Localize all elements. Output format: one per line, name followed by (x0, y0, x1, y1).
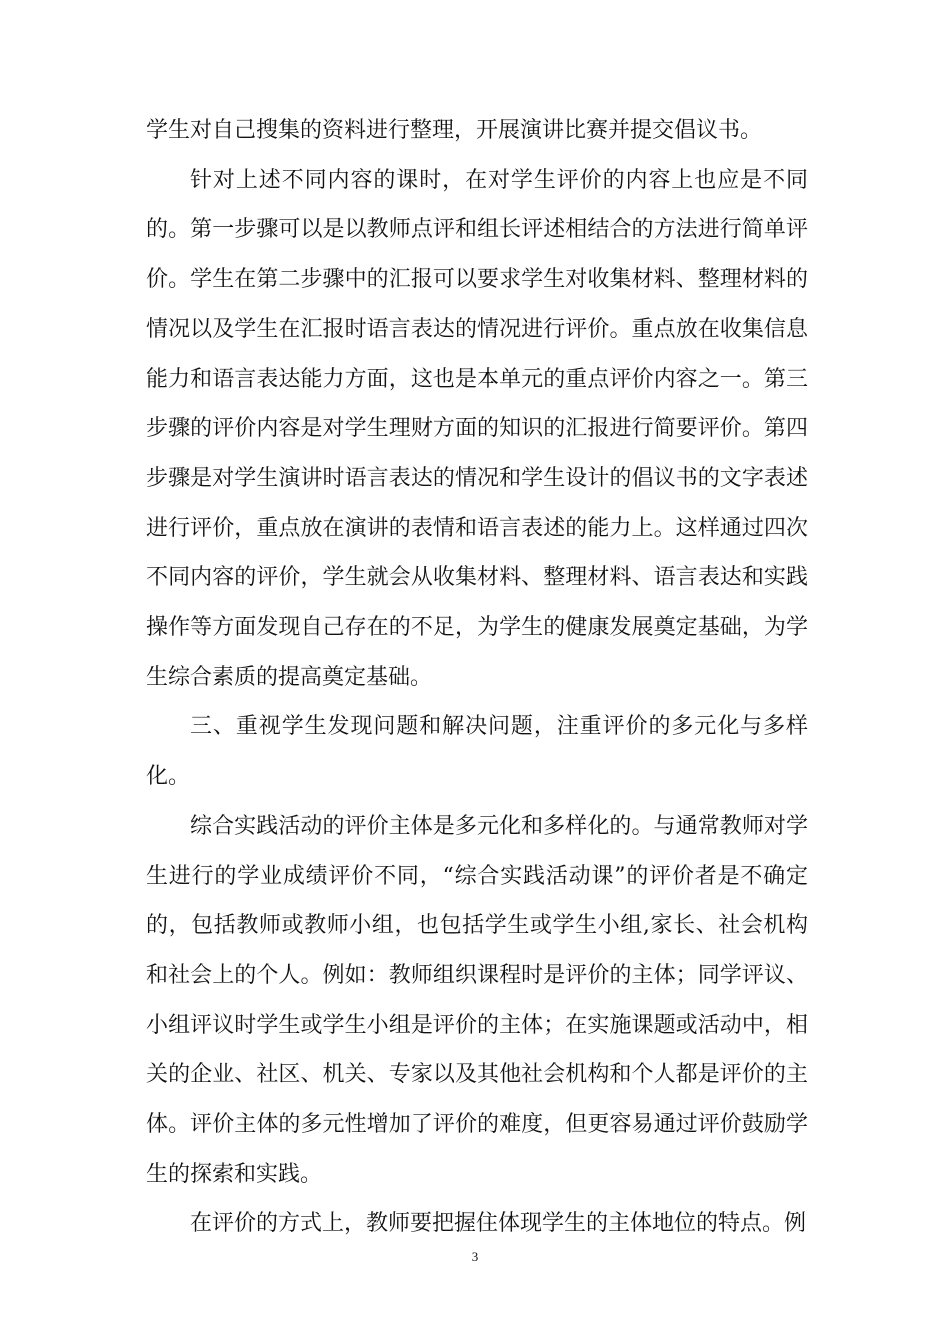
paragraph-continuation: 学生对自己搜集的资料进行整理，开展演讲比赛并提交倡议书。 (146, 118, 763, 143)
document-body (146, 106, 808, 1249)
paragraph-evaluation-methods: 在评价的方式上，教师要把握住体现学生的主体地位的特点。例 (190, 1211, 807, 1237)
paragraph-evaluation-content: 针对上述不同内容的课时，在对学生评价的内容上也应是不同的。第一步骤可以是以教师点评和组长评述相结合的方法进行简单评价。学生在第二步骤中的汇报可以要求学生对收集材料、整理材料的情况以及学生在汇报时语言表达的情况进行评价。重点放在收集信息能力和语言表达能力方面，这也是本单元的重点评价内容之一。第三步骤的评价内容是对学生理财方面的知识的汇报进行简要评价。第四步骤是对学生演讲时语言表达的情况和学生设计的倡议书的文字表述进行评价，重点放在演讲的表情和语言表述的能力上。这样通过四次不同内容的评价，学生就会从收集材料、整理材料、语言表达和实践操作等方面发现自己存在的不足，为学生的健康发展奠定基础，为学生综合素质的提高奠定基础。 (146, 167, 808, 690)
paragraph-evaluation-subjects: 综合实践活动的评价主体是多元化和多样化的。与通常教师对学生进行的学业成绩评价不同，“综合实践活动课”的评价者是不确定的，包括教师或教师小组，也包括学生或学生小组,家长、社会机构和社会上的个人。例如：教师组织课程时是评价的主体；同学评议、小组评议时学生或学生小组是评价的主体；在实施课题或活动中，相关的企业、社区、机关、专家以及其他社会机构和个人都是评价的主体。评价主体的多元性增加了评价的难度，但更容易通过评价鼓励学生的探索和实践。 (146, 813, 808, 1187)
page-number: 3 (471, 1249, 479, 1264)
section-heading-three: 三、重视学生发现问题和解决问题，注重评价的多元化与多样化。 (146, 714, 808, 790)
